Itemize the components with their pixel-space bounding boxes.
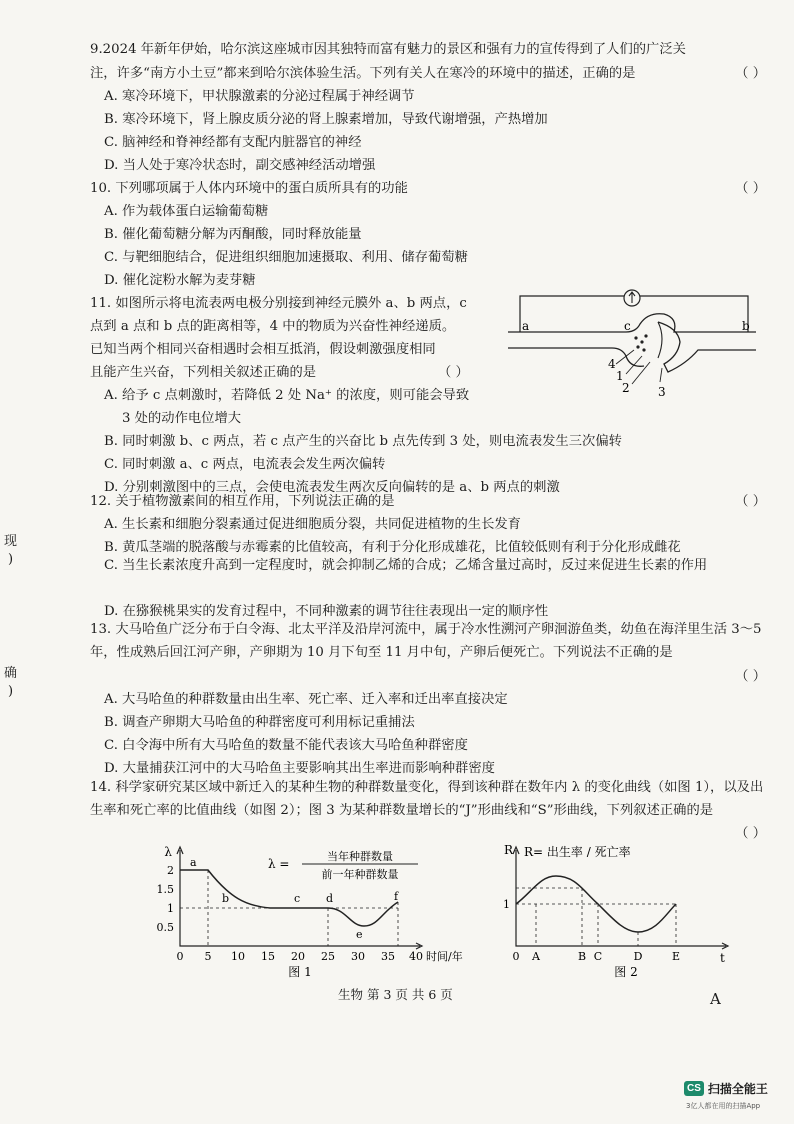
q11-option-a-line2: 3 处的动作电位增大 [122,411,242,426]
q10-option-a: A. 作为载体蛋白运输葡萄糖 [104,204,269,219]
q10-option-b: B. 催化葡萄糖分解为丙酮酸，同时释放能量 [104,227,362,242]
fig1-ytick: 1.5 [156,883,174,896]
cs-logo-icon: CS [684,1081,704,1096]
fig2-xtick: 0 [512,950,520,963]
figure-1-lambda-chart [150,842,463,980]
corner-letter: A [710,990,721,1008]
fig1-xtick: 30 [351,950,365,963]
q10-answer-paren: （ ） [735,181,766,196]
q10-option-c: C. 与靶细胞结合，促进组织细胞加速摄取、利用、储存葡萄糖 [104,250,468,265]
q9-answer-paren: （ ） [735,66,766,81]
fig1-ytick: 2 [167,864,174,877]
q9-option-b: B. 寒冷环境下，肾上腺皮质分泌的肾上腺素增加，导致代谢增强，产热增加 [104,112,548,127]
q13-answer-paren: （ ） [735,669,766,684]
fig2-xtick: C [593,950,603,963]
q11-option-a-line1: A. 给予 c 点刺激时，若降低 2 处 Na⁺ 的浓度，则可能会导致 [104,388,470,403]
label-3: 3 [658,385,666,399]
fig2-xtick: B [577,950,587,963]
q12-answer-paren: （ ） [735,494,766,509]
fig2-y-label: R [504,843,514,857]
fig1-xtick: 10 [231,950,245,963]
q13-option-d: D. 大量捕获江河中的大马哈鱼主要影响其出生率进而影响种群密度 [104,761,495,776]
neuron-synapse-figure [508,284,766,402]
point-c-label: c [624,319,631,333]
fig1-xtick: 35 [381,950,395,963]
fig1-ytick: 1 [167,902,174,915]
q11-stem-line2: 点到 a 点和 b 点的距离相等，4 中的物质为兴奋性神经递质。 [90,319,456,334]
q9-option-a: A. 寒冷环境下，甲状腺激素的分泌过程属于神经调节 [104,89,415,104]
q12-stem: 12. 关于植物激素间的相互作用，下列说法正确的是 [90,494,395,509]
fig2-ytick: 1 [503,898,510,911]
q13-option-b: B. 调查产卵期大马哈鱼的种群密度可利用标记重捕法 [104,715,415,730]
q11-answer-paren: （ ） [438,365,469,380]
fig2-xtick: A [532,950,540,963]
q14-stem: 14. 科学家研究某区域中新迁入的某种生物的种群数量变化，得到该种群在数年内 λ 的变化曲线（如图 1），以及出生率和死亡率的比值曲线（如图 2）；图 3 为某种群数量增长的“J”形曲线和“S”形曲线，下列叙述正确的是 [90,780,764,818]
fig2-x-label: t [720,951,725,965]
watermark-app-name: 扫描全能王 [707,1082,768,1096]
q14-answer-paren: （ ） [735,826,766,841]
fig1-point-e: e [356,928,363,941]
fig1-formula-lambda: λ = [268,857,290,871]
fig2-xtick: E [671,950,681,963]
q9-option-d: D. 当人处于寒冷状态时，副交感神经活动增强 [104,158,376,173]
q11-option-b: B. 同时刺激 b、c 两点，若 c 点产生的兴奋比 b 点先传到 3 处，则电流表发生三次偏转 [104,434,622,449]
q13-option-a: A. 大马哈鱼的种群数量由出生率、死亡率、迁入率和迁出率直接决定 [104,692,508,707]
fig1-xtick: 20 [291,950,305,963]
q11-stem-line1: 11. 如图所示将电流表两电极分别接到神经元膜外 a、b 两点，c [90,296,467,311]
q13-option-c: C. 白令海中所有大马哈鱼的数量不能代表该大马哈鱼种群密度 [104,738,468,753]
q9-stem-line1: 9.2024 年新年伊始，哈尔滨这座城市因其独特而富有魅力的景区和强有力的宣传得到了人们的广泛关 [90,42,686,57]
fig2-xtick: D [633,950,643,963]
point-a-label: a [522,319,530,333]
fig1-x-label: 时间/年 [426,950,463,963]
margin-mark: 确 [4,666,18,681]
watermark-tagline: 3亿人都在用的扫描App [686,1102,761,1110]
label-4: 4 [608,357,616,371]
q13-stem: 13. 大马哈鱼广泛分布于白令海、北太平洋及沿岸河流中，属于冷水性溯河产卵洄游鱼类，幼鱼在海洋里生活 3～5 年，性成熟后回江河产卵，产卵期为 10 月下旬至 11 月中旬，产卵后便死亡。下列说法不正确的是 [90,622,762,660]
fig2-title: R= 出生率 / 死亡率 [524,845,631,859]
fig1-point-a: a [190,856,197,869]
q10-stem: 10. 下列哪项属于人体内环境中的蛋白质所具有的功能 [90,181,408,196]
margin-mark: 现 [4,534,18,549]
q9-option-c: C. 脑神经和脊神经都有支配内脏器官的神经 [104,135,362,150]
q9-stem-line2: 注，许多“南方小土豆”都来到哈尔滨体验生活。下列有关人在寒冷的环境中的描述，正确的是 [90,66,636,81]
fig1-ytick: 0.5 [156,921,174,934]
fig1-xtick: 25 [321,950,335,963]
q11-stem-line3: 已知当两个相同兴奋相遇时会相互抵消，假设刺激强度相同 [90,342,436,357]
fig1-xtick: 40 [409,950,423,963]
scanner-watermark [684,1080,768,1097]
label-2: 2 [622,381,630,395]
fig2-caption: 图 2 [614,965,638,979]
fig1-caption: 图 1 [288,965,312,979]
q11-option-d: D. 分别刺激图中的三点，会使电流表发生两次反向偏转的是 a、b 两点的刺激 [104,480,560,495]
fig1-point-b: b [222,892,230,905]
q12-option-b: B. 黄瓜茎端的脱落酸与赤霉素的比值较高，有利于分化形成雄花，比值较低则有利于分化形成雌花 [104,540,681,555]
fig1-y-label: λ [164,845,172,859]
q12-option-c: C. 当生长素浓度升高到一定程度时，就会抑制乙烯的合成；乙烯含量过高时，反过来促进生长素的作用 [104,558,708,573]
fig1-point-c: c [294,892,301,905]
page-footer: 生物 第 3 页 共 6 页 [338,987,453,1002]
fig1-formula-numerator: 当年种群数量 [327,850,393,863]
fig1-xtick: 5 [204,950,212,963]
margin-mark: ) [8,552,14,567]
figure-2-birth-death-ratio-chart [500,842,740,980]
q12-option-d: D. 在猕猴桃果实的发育过程中，不同种激素的调节往往表现出一定的顺序性 [104,604,549,619]
fig1-formula-denominator: 前一年种群数量 [321,868,399,881]
q11-stem-line4: 且能产生兴奋，下列相关叙述正确的是 [90,365,317,380]
q12-option-a: A. 生长素和细胞分裂素通过促进细胞质分裂，共同促进植物的生长发育 [104,517,521,532]
fig1-point-f: f [394,890,399,903]
margin-mark: ) [8,684,14,699]
label-1: 1 [616,369,624,383]
fig1-point-d: d [326,892,334,905]
point-b-label: b [742,319,750,333]
q10-option-d: D. 催化淀粉水解为麦芽糖 [104,273,256,288]
fig1-xtick: 15 [261,950,275,963]
q11-option-c: C. 同时刺激 a、c 两点，电流表会发生两次偏转 [104,457,386,472]
fig1-xtick: 0 [176,950,184,963]
